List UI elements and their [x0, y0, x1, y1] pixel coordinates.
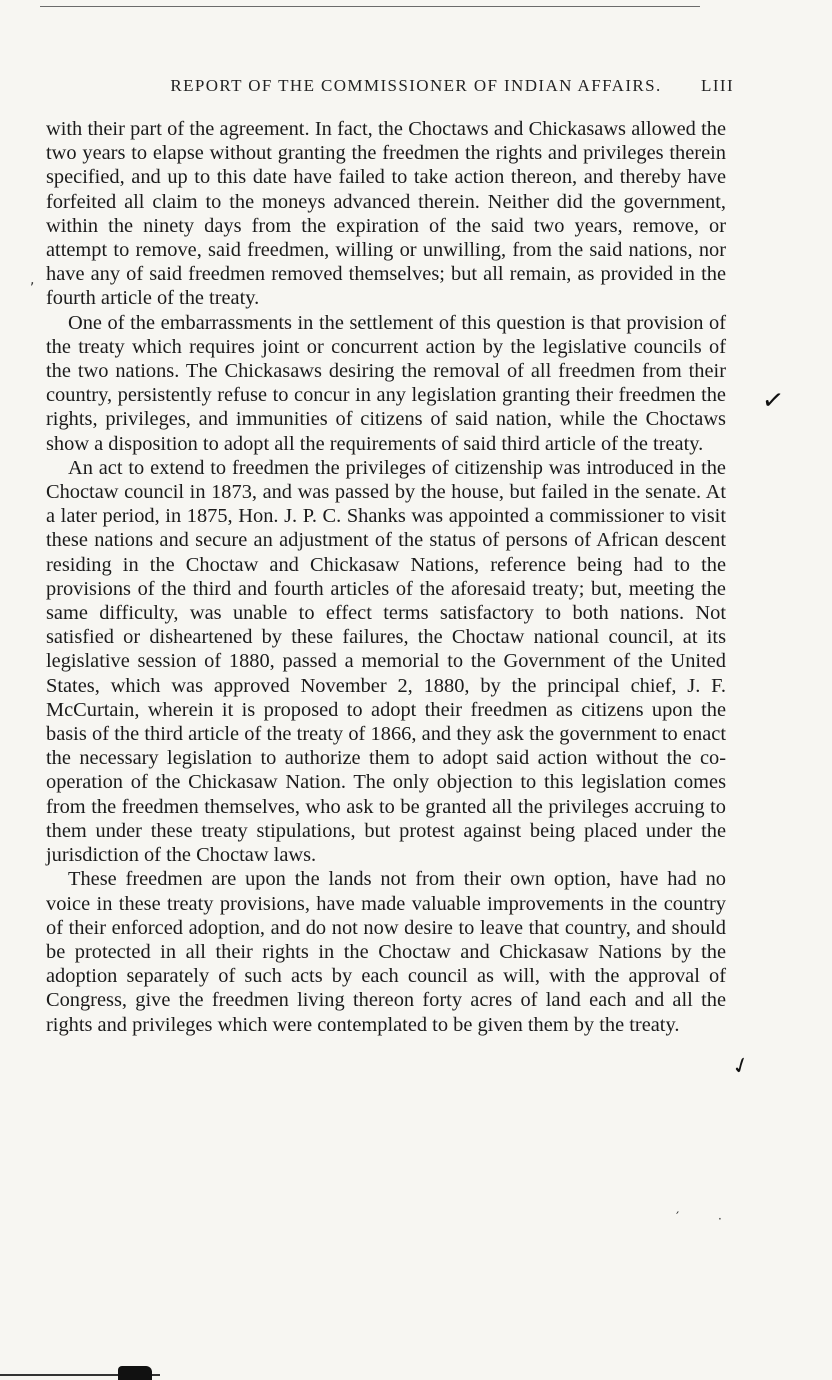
running-header: REPORT OF THE COMMISSIONER OF INDIAN AFFAIRS. — [170, 76, 662, 95]
ink-blot — [118, 1366, 152, 1380]
paragraph-2: One of the embarrassments in the settlement of this question is that provision of the treaty which requires joint or concurrent action by the legislative councils of the two nations. The Chickasaws desiring the removal of all freedmen from their country, persistently refuse to concur in any legislation granting their freedmen the rights, privileges, and immunities of citizens of said nation, while the Choctaws show a disposition to adopt all the requirements of said third article of the treaty. — [46, 311, 726, 455]
stray-mark: ′ — [676, 1210, 680, 1226]
paragraph-3: An act to extend to freedmen the privileges of citizenship was introduced in the Choctaw council in 1873, and was passed by the house, but failed in the senate. At a later period, in 1875, Hon. J. P. C. Shanks was appointed a commissioner to visit these nations and secure an adjustment of the status of persons of African descent residing in the Choctaw and Chickasaw Nations, reference being had to the provisions of the third and fourth articles of the aforesaid treaty; but, meeting the same difficulty, was unable to effect terms satisfactory to both nations. Not satisfied or disheartened by these failures, the Choctaw national council, at its legislative session of 1880, passed a memorial to the Government of the United States, which was approved November 2, 1880, by the principal chief, J. F. McCurtain, wherein it is proposed to adopt their freedmen as citizens upon the basis of the third article of the treaty of 1866, and they ask the government to enact the necessary legislation to authorize them to adopt said action without the co-operation of the Chickasaw Nation. The only objection to this legislation comes from the freedmen themselves, who ask to be granted all the privileges accruing to them under these treaty stipulations, but protest against being placed under the jurisdiction of the Choctaw laws. — [46, 456, 726, 867]
page-number: LIII — [701, 76, 734, 95]
paragraph-4: These freedmen are upon the lands not from their own option, have had no voice in these treaty provisions, have made valuable improvements in the country of their enforced adoption, and do not now desire to leave that country, and should be protected in all their rights in the Choctaw and Chickasaw Nations by the adoption separately of such acts by each council as will, with the approval of Congress, give the freedmen living thereon forty acres of land each and all the rights and privileges which were contemplated to be given them by the treaty. — [46, 868, 726, 1036]
stray-mark: , — [30, 272, 35, 288]
handwritten-check-icon: ✓ — [728, 1051, 755, 1082]
stray-mark: · — [718, 1212, 722, 1226]
top-rule — [40, 6, 700, 7]
handwritten-check-icon: ✓ — [760, 384, 786, 418]
paragraph-1: with their part of the agreement. In fact, the Choctaws and Chickasaws allowed the two years to elapse without granting the freedmen the rights and privileges therein specified, and up to this date have failed to take action thereon, and thereby have forfeited all claim to the moneys advanced therein. Neither did the government, within the ninety days from the expiration of the said two years, remove, or attempt to remove, said freedmen, willing or unwilling, from the said nations, nor have any of said freedmen removed themselves; but all remain, as provided in the fourth article of the treaty. — [46, 118, 726, 310]
page-bottom-edge — [0, 1362, 832, 1380]
body-text — [46, 117, 726, 1037]
